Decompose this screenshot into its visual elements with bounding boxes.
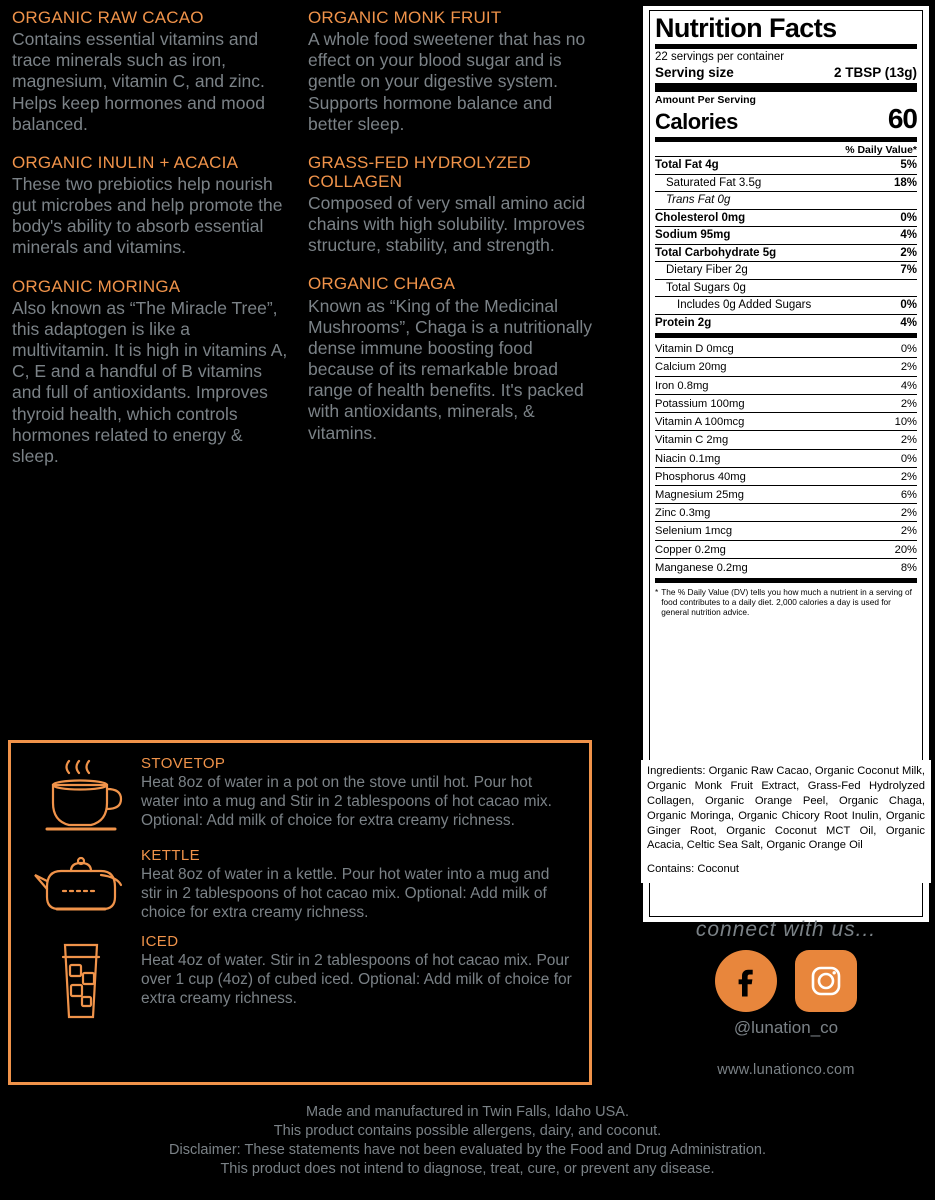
nutrient-row xyxy=(655,261,917,279)
vitamin-name: Iron 0.8mg xyxy=(655,379,709,392)
vitamin-dv: 2% xyxy=(900,470,917,483)
direction-body: Heat 8oz of water in a kettle. Pour hot water into a mug and stir in 2 tablespoons of hot cacao mix. Optional: Add milk of choice for extra creamy richness. xyxy=(141,866,550,922)
nutrient-dv: 0% xyxy=(900,211,917,224)
ingredient-title: GRASS-FED HYDROLYZED COLLAGEN xyxy=(308,152,531,191)
nutrient-row xyxy=(655,279,917,297)
ingredient-title: ORGANIC CHAGA xyxy=(308,274,456,294)
vitamin-row xyxy=(655,340,917,357)
footer-line-manufacturing: Made and manufactured in Twin Falls, Idaho USA. xyxy=(306,1104,629,1120)
footnote-text: The % Daily Value (DV) tells you how much a nutrient in a serving of food contributes to a daily diet. 2,000 calories a day is used for general nutrition advice. xyxy=(661,587,912,618)
vitamin-row xyxy=(655,558,917,576)
nutrient-row xyxy=(655,156,917,174)
nutrient-name: Sodium 95mg xyxy=(655,229,731,242)
ingredient-title: ORGANIC MONK FRUIT xyxy=(308,8,502,27)
ingredient-title: ORGANIC MORINGA xyxy=(12,276,181,296)
allergen-contains-statement: Contains: Coconut xyxy=(647,863,740,876)
social-handle[interactable]: @lunation_co xyxy=(733,1018,839,1037)
nutrient-row xyxy=(655,314,917,332)
vitamin-row xyxy=(655,412,917,430)
nutrient-name: Saturated Fat 3.5g xyxy=(666,176,762,189)
ingredient-column-right xyxy=(308,8,598,485)
calories-row xyxy=(655,103,917,135)
direction-text xyxy=(141,933,579,1008)
nutrient-row xyxy=(655,296,917,314)
vitamin-dv: 4% xyxy=(900,379,917,392)
iced-glass-icon xyxy=(21,933,141,1025)
direction-body: Heat 4oz of water. Stir in 2 tablespoons of hot cacao mix. Pour over 1 cup (4oz) of cubed iced. Optional: Add milk of choice for extra creamy richness. xyxy=(141,952,572,1008)
vitamin-dv: 20% xyxy=(894,543,917,556)
kettle-icon xyxy=(21,847,141,923)
ingredients-statement-text: Ingredients: Organic Raw Cacao, Organic Coconut Milk, Organic Monk Fruit Extract, Grass-Fed Hydrolyzed Collagen, Organic Orange Peel, Organic Chaga, Organic Moringa, Organic Chicory Root Inulin, Organic Ginger Root, Organic Coconut MCT Oil, Organic Acacia, Celtic Sea Salt, Organic Orange Oil xyxy=(647,765,925,852)
nutrient-row xyxy=(655,191,917,209)
divider xyxy=(655,137,917,142)
vitamin-dv: 0% xyxy=(900,452,917,465)
nutrient-dv: 7% xyxy=(900,264,917,277)
vitamin-dv: 10% xyxy=(894,416,917,429)
vitamin-row xyxy=(655,540,917,558)
ingredient-body: Contains essential vitamins and trace minerals such as iron, magnesium, vitamin C, and zinc. Helps keep hormones and mood balanced. xyxy=(12,29,265,134)
vitamin-row xyxy=(655,430,917,448)
calories-label: Calories xyxy=(655,108,738,134)
facebook-icon[interactable] xyxy=(715,950,777,1012)
website-url[interactable]: www.lunationco.com xyxy=(717,1062,855,1078)
vitamin-row xyxy=(655,394,917,412)
ingredients-statement-box xyxy=(641,760,931,883)
divider xyxy=(655,333,917,338)
vitamin-row xyxy=(655,376,917,394)
amount-per-serving-label: Amount Per Serving xyxy=(655,93,756,106)
vitamin-dv: 2% xyxy=(900,507,917,520)
ingredient-body: These two prebiotics help nourish gut microbes and help promote the body's ability to absorb essential minerals and vitamins. xyxy=(12,173,283,258)
footer-disclaimer xyxy=(0,1103,935,1180)
ingredient-body: A whole food sweetener that has no effect on your blood sugar and is gentle on your digestive system. Supports hormone balance and better sleep. xyxy=(308,29,586,134)
nutrient-dv: 4% xyxy=(900,229,917,242)
nutrient-name: Trans Fat 0g xyxy=(666,194,731,207)
divider xyxy=(655,44,917,49)
ingredient-body: Composed of very small amino acid chains with high solubility. Improves structure, stability, and strength. xyxy=(308,192,586,256)
nutrient-name: Dietary Fiber 2g xyxy=(666,264,748,277)
vitamin-row xyxy=(655,357,917,375)
connect-section xyxy=(641,918,931,1078)
vitamin-dv: 8% xyxy=(900,561,917,574)
serving-size-row xyxy=(655,65,917,81)
social-links-row xyxy=(641,950,931,1012)
vitamin-name: Potassium 100mg xyxy=(655,397,745,410)
ingredient-block xyxy=(12,277,292,467)
direction-title: ICED xyxy=(141,933,179,950)
vitamin-name: Vitamin D 0mcg xyxy=(655,343,734,356)
direction-text xyxy=(141,847,579,922)
nutrient-name: Total Fat 4g xyxy=(655,158,719,171)
nutrient-dv: 2% xyxy=(900,246,917,259)
nutrient-dv: 18% xyxy=(893,176,917,189)
ingredient-body: Also known as “The Miracle Tree”, this adaptogen is like a multivitamin. It is high in vitamins A, C, E and a handful of B vitamins and full of antioxidants. Improves thyroid health, which controls hormones related to energy & sleep. xyxy=(12,297,288,466)
daily-value-footnote xyxy=(655,585,917,617)
instagram-icon[interactable] xyxy=(795,950,857,1012)
nutrient-name: Total Sugars 0g xyxy=(666,281,746,294)
ingredient-title: ORGANIC RAW CACAO xyxy=(12,8,204,27)
direction-title: KETTLE xyxy=(141,847,201,864)
vitamin-name: Vitamin A 100mcg xyxy=(655,416,745,429)
connect-title: connect with us... xyxy=(695,918,877,941)
daily-value-header: % Daily Value* xyxy=(845,143,917,156)
vitamin-row xyxy=(655,449,917,467)
ingredient-grid xyxy=(12,8,608,485)
vitamin-row xyxy=(655,521,917,539)
vitamin-dv: 2% xyxy=(900,525,917,538)
nutrient-dv: 4% xyxy=(900,316,917,329)
nutrient-name: Cholesterol 0mg xyxy=(655,211,746,224)
ingredient-title: ORGANIC INULIN + ACACIA xyxy=(12,152,239,172)
ingredient-block xyxy=(308,153,598,257)
vitamin-dv: 2% xyxy=(900,361,917,374)
nutrient-row xyxy=(655,244,917,262)
direction-body: Heat 8oz of water in a pot on the stove until hot. Pour hot water into a mug and Stir in 2 tablespoons of hot cacao mix. Optional: Add milk of choice for extra creamy richness. xyxy=(141,774,552,830)
vitamin-name: Copper 0.2mg xyxy=(655,543,726,556)
serving-size-label: Serving size xyxy=(655,64,734,80)
nutrient-dv: 5% xyxy=(900,158,917,171)
nutrient-row xyxy=(655,174,917,192)
footnote-asterisk: * xyxy=(655,587,659,598)
vitamin-row xyxy=(655,467,917,485)
vitamin-row xyxy=(655,485,917,503)
direction-row xyxy=(21,755,579,837)
vitamin-name: Calcium 20mg xyxy=(655,361,727,374)
nutrient-name: Includes 0g Added Sugars xyxy=(677,299,812,312)
vitamin-name: Niacin 0.1mg xyxy=(655,452,721,465)
divider xyxy=(655,83,917,92)
ingredient-block xyxy=(12,153,292,259)
nutrient-name: Total Carbohydrate 5g xyxy=(655,246,777,259)
ingredient-body: Known as “King of the Medicinal Mushrooms”, Chaga is a nutritionally dense immune boosting food because of its remarkable broad range of health benefits. It's packed with antioxidants, minerals, & vitamins. xyxy=(308,295,593,443)
vitamin-row xyxy=(655,503,917,521)
ingredient-block xyxy=(308,8,598,135)
direction-row xyxy=(21,933,579,1025)
vitamin-name: Zinc 0.3mg xyxy=(655,507,711,520)
nutrient-name: Protein 2g xyxy=(655,316,712,329)
ingredient-block xyxy=(308,274,598,443)
nutrient-row xyxy=(655,209,917,227)
direction-row xyxy=(21,847,579,923)
footer-line-disclaimer-2: This product does not intend to diagnose, treat, cure, or prevent any disease. xyxy=(220,1161,715,1178)
vitamin-dv: 2% xyxy=(900,434,917,447)
vitamin-name: Selenium 1mcg xyxy=(655,525,733,538)
vitamin-dv: 6% xyxy=(900,489,917,502)
nutrient-row xyxy=(655,226,917,244)
mug-icon xyxy=(21,755,141,837)
direction-text xyxy=(141,755,579,830)
vitamin-name: Manganese 0.2mg xyxy=(655,561,748,574)
direction-title: STOVETOP xyxy=(141,755,226,772)
ingredient-block xyxy=(12,8,292,135)
vitamin-name: Magnesium 25mg xyxy=(655,489,744,502)
footer-line-allergens: This product contains possible allergens, dairy, and coconut. xyxy=(273,1123,662,1140)
footer-line-disclaimer: Disclaimer: These statements have not been evaluated by the Food and Drug Administration. xyxy=(169,1142,766,1159)
serving-size-value: 2 TBSP (13g) xyxy=(833,64,917,80)
preparation-directions-box xyxy=(8,740,592,1085)
calories-value: 60 xyxy=(887,102,917,134)
nutrition-facts-title: Nutrition Facts xyxy=(655,13,837,43)
nutrient-dv: 0% xyxy=(900,299,917,312)
vitamin-name: Phosphorus 40mg xyxy=(655,470,746,483)
vitamin-dv: 2% xyxy=(900,397,917,410)
vitamin-name: Vitamin C 2mg xyxy=(655,434,729,447)
ingredient-column-left xyxy=(12,8,292,485)
servings-per-container: 22 servings per container xyxy=(655,51,785,63)
divider xyxy=(655,578,917,583)
vitamin-dv: 0% xyxy=(900,343,917,356)
